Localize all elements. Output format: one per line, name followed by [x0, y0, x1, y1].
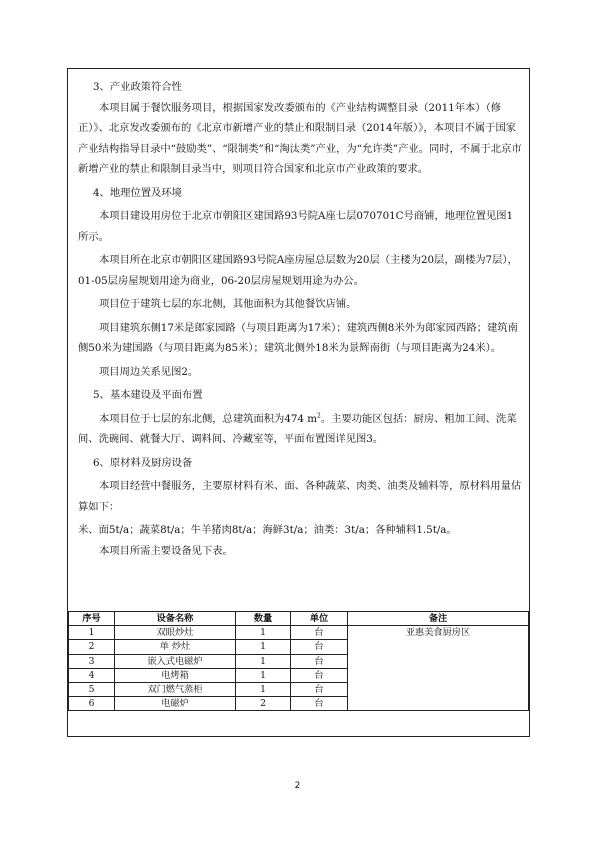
cell-name: 嵌入式电磁炉 — [115, 654, 236, 668]
cell-quantity: 1 — [236, 640, 291, 654]
section-heading-construction: 5、基本建设及平面布置 — [93, 389, 203, 401]
superscript-2: 2 — [317, 412, 321, 420]
paragraph-materials-2: 米、面5t/a；蔬菜8t/a；牛羊猪肉8t/a；海鲜3t/a；油类：3t/a；各种辅料1.5t/a。 — [78, 524, 457, 536]
cell-unit: 台 — [291, 626, 348, 640]
cell-quantity: 1 — [236, 654, 291, 668]
construction-text-a: 本项目位于七层的东北侧，总建筑面积为474 m — [99, 412, 318, 425]
section-heading-industry-policy: 3、产业政策符合性 — [93, 81, 182, 93]
section-heading-materials: 6、原材料及厨房设备 — [93, 456, 193, 469]
cell-quantity: 2 — [236, 697, 291, 711]
paragraph-location-3: 项目位于建筑七层的东北侧，其他面积为其他餐饮店铺。 — [99, 298, 357, 310]
paragraph-materials-1: 本项目经营中餐服务，主要原材料有米、面、各种蔬菜、肉类、油类及辅料等，原材料用量估算如下： — [78, 480, 522, 513]
cell-index: 6 — [69, 697, 115, 711]
header-unit: 单位 — [291, 612, 348, 626]
cell-unit: 台 — [291, 682, 348, 696]
cell-name: 电磁炉 — [115, 697, 236, 711]
cell-index: 2 — [69, 640, 115, 654]
cell-name: 电烤箱 — [115, 668, 236, 682]
table-header-row — [69, 612, 529, 626]
equipment-table — [68, 611, 529, 711]
section-heading-location: 4、地理位置及环境 — [93, 186, 182, 199]
cell-index: 1 — [69, 626, 115, 640]
header-quantity: 数量 — [236, 612, 291, 626]
cell-name: 单 炒灶 — [115, 640, 236, 654]
table-row — [69, 626, 529, 640]
cell-unit: 台 — [291, 654, 348, 668]
cell-index: 4 — [69, 668, 115, 682]
header-equipment-name: 设备名称 — [115, 612, 236, 626]
paragraph-industry-policy: 本项目属于餐饮服务项目，根据国家发改委颁布的《产业结构调整目录（2011年本）（修正）》、北京发改委颁布的《北京市新增产业的禁止和限制目录（2014年版）》，本项目不属于国家产业结构指导目录中“鼓励类”、“限制类”和“淘汰类”产业，为“允许类”产业。同时，不属于北京市新增产业的禁止和限制目录当中，则项目符合国家和北京市产业政策的要求。 — [78, 101, 522, 175]
cell-quantity: 1 — [236, 668, 291, 682]
cell-quantity: 1 — [236, 682, 291, 696]
cell-index: 3 — [69, 654, 115, 668]
cell-unit: 台 — [291, 668, 348, 682]
cell-unit: 台 — [291, 697, 348, 711]
page-number: 2 — [294, 781, 301, 791]
cell-name: 双门燃气蒸柜 — [115, 682, 236, 696]
paragraph-location-2: 本项目所在北京市朝阳区建国路93号院A座房屋总层数为20层（主楼为20层，副楼为7层），01-05层房屋规划用途为商业，06-20层房屋规划用途为办公。 — [78, 254, 518, 287]
cell-index: 5 — [69, 682, 115, 696]
construction-text-b: 。主要功能区包括：厨房、粗加工间、洗菜间、洗碗间、就餐大厅、调料间、冷藏室等，平面布置图详见图3。 — [78, 412, 517, 445]
header-remarks: 备注 — [348, 612, 529, 626]
paragraph-materials-3: 本项目所需主要设备见下表。 — [99, 544, 233, 557]
paragraph-location-1: 本项目建设用房位于北京市朝阳区建国路93号院A座七层070701C号商铺，地理位置见图1所示。 — [78, 210, 514, 243]
document-body — [78, 76, 522, 561]
cell-remarks: 亚惠美食厨房区 — [348, 626, 529, 711]
paragraph-location-4: 项目建筑东侧17米是郎家园路（与项目距离为17米）；建筑西侧8米外为郎家园西路；建筑南侧50米为建国路（与项目距离为85米）；建筑北侧外18米为景辉南街（与项目距离为24米）。 — [78, 321, 518, 354]
paragraph-construction — [78, 409, 522, 450]
cell-name: 双眼炒灶 — [115, 626, 236, 640]
paragraph-location-5: 项目周边关系见图2。 — [99, 365, 199, 378]
cell-quantity: 1 — [236, 626, 291, 640]
header-index: 序号 — [69, 612, 115, 626]
cell-unit: 台 — [291, 640, 348, 654]
